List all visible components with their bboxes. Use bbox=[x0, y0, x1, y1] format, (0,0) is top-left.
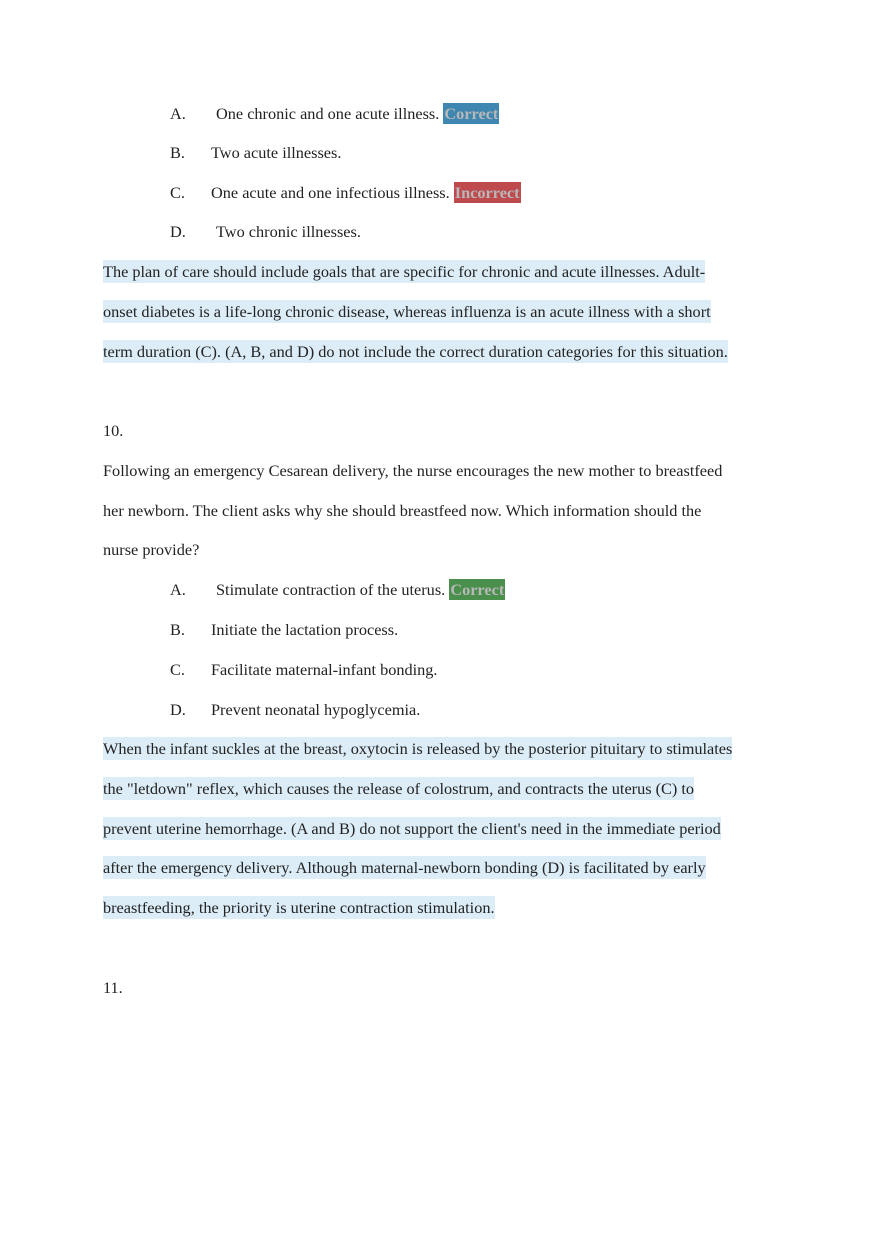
q10-option-b bbox=[170, 618, 398, 642]
explanation-text: after the emergency delivery. Although maternal-newborn bonding (D) is facilitated by early bbox=[103, 858, 706, 877]
correct-badge: Correct bbox=[450, 580, 505, 599]
q10-explanation-line bbox=[103, 896, 495, 920]
q10-explanation-line bbox=[103, 777, 694, 801]
q9-option-c bbox=[170, 181, 521, 205]
q10-question-line: Following an emergency Cesarean delivery, the nurse encourages the new mother to breastfeed bbox=[103, 461, 723, 480]
option-letter: C. bbox=[170, 183, 185, 202]
q10-option-c bbox=[170, 658, 438, 682]
option-letter: D. bbox=[170, 700, 186, 719]
explanation-text: term duration (C). (A, B, and D) do not include the correct duration categories for this situation. bbox=[103, 342, 728, 361]
option-text: Prevent neonatal hypoglycemia. bbox=[211, 700, 421, 719]
q10-explanation-line bbox=[103, 856, 706, 880]
option-letter: A. bbox=[170, 104, 186, 123]
q10-option-a bbox=[170, 578, 505, 602]
q9-explanation-line bbox=[103, 300, 711, 324]
correct-badge: Correct bbox=[444, 104, 499, 123]
option-text: Stimulate contraction of the uterus. bbox=[216, 580, 446, 599]
option-letter: C. bbox=[170, 660, 185, 679]
q10-number: 10. bbox=[103, 421, 124, 440]
explanation-text: onset diabetes is a life-long chronic disease, whereas influenza is an acute illness with a short bbox=[103, 302, 711, 321]
explanation-text: When the infant suckles at the breast, oxytocin is released by the posterior pituitary to stimulates bbox=[103, 739, 733, 758]
option-letter: B. bbox=[170, 620, 185, 639]
q10-question-line: nurse provide? bbox=[103, 540, 200, 559]
option-text: Two chronic illnesses. bbox=[216, 222, 361, 241]
option-text: Initiate the lactation process. bbox=[211, 620, 399, 639]
explanation-text: the "letdown" reflex, which causes the release of colostrum, and contracts the uterus (C) to bbox=[103, 779, 695, 798]
option-letter: B. bbox=[170, 143, 185, 162]
option-letter: D. bbox=[170, 222, 186, 241]
explanation-text: breastfeeding, the priority is uterine contraction stimulation. bbox=[103, 898, 495, 917]
q9-explanation-line bbox=[103, 260, 705, 284]
q10-question-line: her newborn. The client asks why she should breastfeed now. Which information should the bbox=[103, 501, 702, 520]
explanation-text: prevent uterine hemorrhage. (A and B) do not support the client's need in the immediate period bbox=[103, 819, 721, 838]
option-text: Facilitate maternal-infant bonding. bbox=[211, 660, 438, 679]
incorrect-badge: Incorrect bbox=[454, 183, 520, 202]
q10-explanation-line bbox=[103, 817, 721, 841]
q11-number: 11. bbox=[103, 978, 123, 997]
q9-option-a bbox=[170, 102, 499, 126]
q9-option-d bbox=[170, 220, 361, 244]
q10-option-d bbox=[170, 698, 420, 722]
q9-explanation-line bbox=[103, 340, 728, 364]
option-text: Two acute illnesses. bbox=[211, 143, 342, 162]
option-text: One acute and one infectious illness. bbox=[211, 183, 450, 202]
q10-explanation-line bbox=[103, 737, 732, 761]
q9-option-b bbox=[170, 141, 341, 165]
explanation-text: The plan of care should include goals that are specific for chronic and acute illnesses. Adult- bbox=[103, 262, 706, 281]
option-letter: A. bbox=[170, 580, 186, 599]
option-text: One chronic and one acute illness. bbox=[216, 104, 440, 123]
